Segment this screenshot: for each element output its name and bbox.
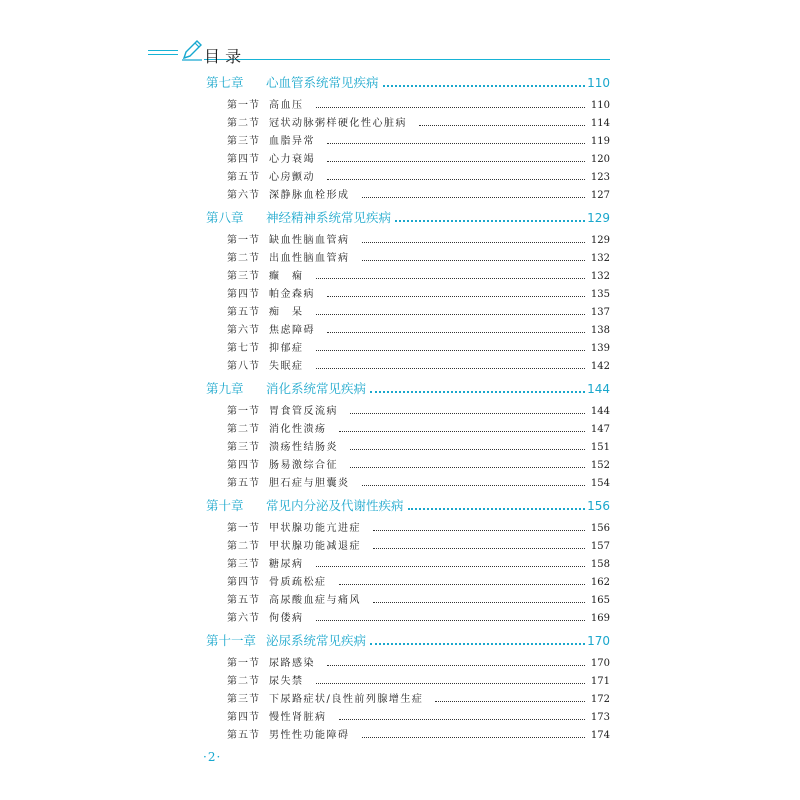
section-title: 高尿酸血症与痛风 <box>269 595 361 606</box>
section-entry[interactable] <box>206 168 610 186</box>
dot-leader <box>316 278 585 279</box>
section-entry[interactable] <box>206 321 610 339</box>
chapter-entry[interactable] <box>206 496 610 515</box>
section-title: 慢性肾脏病 <box>269 712 327 723</box>
section-title: 深静脉血栓形成 <box>269 190 350 201</box>
chapter-entry[interactable] <box>206 631 610 650</box>
section-entry[interactable] <box>206 186 610 204</box>
section-entry[interactable] <box>206 456 610 474</box>
section-entry[interactable] <box>206 537 610 555</box>
section-number: 第五节 <box>227 730 260 741</box>
section-entry[interactable] <box>206 438 610 456</box>
section-page: 132 <box>590 271 610 282</box>
section-entry[interactable] <box>206 249 610 267</box>
dot-leader <box>370 391 585 393</box>
pencil-icon <box>180 39 204 61</box>
dot-leader <box>419 125 585 126</box>
section-entry[interactable] <box>206 285 610 303</box>
chapter-number: 第十章 <box>206 498 244 513</box>
section-number: 第二节 <box>227 541 260 552</box>
dot-leader <box>362 260 585 261</box>
section-title: 失眠症 <box>269 361 304 372</box>
section-page: 170 <box>590 658 610 669</box>
chapter-title: 泌尿系统常见疾病 <box>266 633 367 648</box>
dot-leader <box>435 701 585 702</box>
dot-leader <box>350 449 585 450</box>
section-entry[interactable] <box>206 96 610 114</box>
section-number: 第四节 <box>227 460 260 471</box>
section-title: 下尿路症状/良性前列腺增生症 <box>269 694 424 705</box>
section-number: 第六节 <box>227 190 260 201</box>
section-title: 血脂异常 <box>269 136 315 147</box>
section-entry[interactable] <box>206 267 610 285</box>
section-title: 癫 痫 <box>269 271 304 282</box>
section-page: 137 <box>590 307 610 318</box>
dot-leader <box>339 431 585 432</box>
section-page: 173 <box>590 712 610 723</box>
chapter-page: 129 <box>587 211 610 225</box>
section-entry[interactable] <box>206 114 610 132</box>
dot-leader <box>362 197 585 198</box>
section-page: 135 <box>590 289 610 300</box>
section-title: 高血压 <box>269 100 304 111</box>
section-title: 胆石症与胆囊炎 <box>269 478 350 489</box>
section-page: 129 <box>590 235 610 246</box>
page-title: 目 录 <box>204 47 242 66</box>
section-number: 第三节 <box>227 136 260 147</box>
section-page: 172 <box>590 694 610 705</box>
section-page: 132 <box>590 253 610 264</box>
section-entry[interactable] <box>206 150 610 168</box>
section-title: 糖尿病 <box>269 559 304 570</box>
section-title: 尿路感染 <box>269 658 315 669</box>
section-entry[interactable] <box>206 708 610 726</box>
chapter-entry[interactable] <box>206 73 610 92</box>
section-number: 第一节 <box>227 235 260 246</box>
section-page: 169 <box>590 613 610 624</box>
chapter-number: 第十一章 <box>206 633 257 648</box>
section-title: 心房颤动 <box>269 172 315 183</box>
section-title: 心力衰竭 <box>269 154 315 165</box>
dot-leader <box>316 314 585 315</box>
dot-leader <box>316 368 585 369</box>
dot-leader <box>373 530 585 531</box>
section-number: 第六节 <box>227 325 260 336</box>
chapter-page: 156 <box>587 499 610 513</box>
section-title: 帕金森病 <box>269 289 315 300</box>
section-entry[interactable] <box>206 474 610 492</box>
section-title: 尿失禁 <box>269 676 304 687</box>
section-title: 胃食管反流病 <box>269 406 338 417</box>
section-title: 甲状腺功能减退症 <box>269 541 361 552</box>
section-entry[interactable] <box>206 726 610 744</box>
section-title: 焦虑障碍 <box>269 325 315 336</box>
dot-leader <box>362 737 585 738</box>
chapter-page: 110 <box>587 76 610 90</box>
section-title: 佝偻病 <box>269 613 304 624</box>
section-number: 第四节 <box>227 577 260 588</box>
section-number: 第三节 <box>227 271 260 282</box>
section-number: 第四节 <box>227 289 260 300</box>
dot-leader <box>395 220 585 222</box>
section-title: 肠易激综合征 <box>269 460 338 471</box>
section-title: 冠状动脉粥样硬化性心脏病 <box>269 118 407 129</box>
section-page: 152 <box>590 460 610 471</box>
dot-leader <box>362 485 585 486</box>
section-title: 甲状腺功能亢进症 <box>269 523 361 534</box>
dot-leader <box>373 548 585 549</box>
section-page: 138 <box>590 325 610 336</box>
section-title: 骨质疏松症 <box>269 577 327 588</box>
section-entry[interactable] <box>206 591 610 609</box>
dot-leader <box>350 467 585 468</box>
dot-leader <box>327 179 585 180</box>
section-number: 第四节 <box>227 712 260 723</box>
section-entry[interactable] <box>206 339 610 357</box>
section-number: 第一节 <box>227 658 260 669</box>
table-of-contents <box>206 73 610 744</box>
chapter-entry[interactable] <box>206 208 610 227</box>
section-title: 缺血性脑血管病 <box>269 235 350 246</box>
section-number: 第八节 <box>227 361 260 372</box>
dot-leader <box>339 584 585 585</box>
section-page: 151 <box>590 442 610 453</box>
section-entry[interactable] <box>206 690 610 708</box>
dot-leader <box>327 665 585 666</box>
section-entry[interactable] <box>206 573 610 591</box>
section-number: 第三节 <box>227 559 260 570</box>
section-page: 139 <box>590 343 610 354</box>
section-title: 抑郁症 <box>269 343 304 354</box>
section-page: 158 <box>590 559 610 570</box>
section-title: 痴 呆 <box>269 307 304 318</box>
section-page: 123 <box>590 172 610 183</box>
dot-leader <box>408 508 586 510</box>
chapter-number: 第七章 <box>206 75 244 90</box>
section-page: 120 <box>590 154 610 165</box>
section-number: 第三节 <box>227 694 260 705</box>
section-number: 第一节 <box>227 406 260 417</box>
section-page: 156 <box>590 523 610 534</box>
section-page: 110 <box>590 100 610 111</box>
section-number: 第五节 <box>227 172 260 183</box>
section-number: 第一节 <box>227 100 260 111</box>
section-entry[interactable] <box>206 420 610 438</box>
chapter-page: 170 <box>587 634 610 648</box>
section-page: 162 <box>590 577 610 588</box>
section-page: 154 <box>590 478 610 489</box>
header-line <box>204 59 610 60</box>
section-page: 119 <box>590 136 610 147</box>
section-number: 第五节 <box>227 307 260 318</box>
dot-leader <box>316 107 585 108</box>
section-page: 142 <box>590 361 610 372</box>
dot-leader <box>373 602 585 603</box>
chapter-title: 心血管系统常见疾病 <box>266 75 379 90</box>
section-entry[interactable] <box>206 609 610 627</box>
section-page: 165 <box>590 595 610 606</box>
section-title: 溃疡性结肠炎 <box>269 442 338 453</box>
section-page: 171 <box>590 676 610 687</box>
dot-leader <box>327 296 585 297</box>
section-page: 174 <box>590 730 610 741</box>
section-entry[interactable] <box>206 357 610 375</box>
section-number: 第五节 <box>227 478 260 489</box>
section-number: 第二节 <box>227 676 260 687</box>
section-number: 第二节 <box>227 424 260 435</box>
section-number: 第六节 <box>227 613 260 624</box>
dot-leader <box>362 242 585 243</box>
section-page: 114 <box>590 118 610 129</box>
chapter-page: 144 <box>587 382 610 396</box>
page-number: ·2· <box>203 750 222 764</box>
section-number: 第二节 <box>227 118 260 129</box>
header-rule <box>148 54 178 55</box>
section-entry[interactable] <box>206 555 610 573</box>
section-title: 出血性脑血管病 <box>269 253 350 264</box>
section-title: 男性性功能障碍 <box>269 730 350 741</box>
dot-leader <box>327 332 585 333</box>
chapter-number: 第八章 <box>206 210 244 225</box>
section-entry[interactable] <box>206 654 610 672</box>
section-entry[interactable] <box>206 132 610 150</box>
chapter-title: 常见内分泌及代谢性疾病 <box>266 498 404 513</box>
section-page: 157 <box>590 541 610 552</box>
dot-leader <box>327 161 585 162</box>
section-page: 144 <box>590 406 610 417</box>
chapter-entry[interactable] <box>206 379 610 398</box>
section-number: 第一节 <box>227 523 260 534</box>
section-entry[interactable] <box>206 303 610 321</box>
chapter-title: 神经精神系统常见疾病 <box>266 210 392 225</box>
section-page: 127 <box>590 190 610 201</box>
section-number: 第二节 <box>227 253 260 264</box>
dot-leader <box>383 85 586 87</box>
dot-leader <box>327 143 585 144</box>
chapter-number: 第九章 <box>206 381 244 396</box>
dot-leader <box>316 566 585 567</box>
section-number: 第五节 <box>227 595 260 606</box>
section-title: 消化性溃疡 <box>269 424 327 435</box>
chapter-title: 消化系统常见疾病 <box>266 381 367 396</box>
section-number: 第三节 <box>227 442 260 453</box>
dot-leader <box>350 413 585 414</box>
header-rule <box>148 50 178 51</box>
dot-leader <box>316 620 585 621</box>
section-number: 第四节 <box>227 154 260 165</box>
section-number: 第七节 <box>227 343 260 354</box>
dot-leader <box>339 719 585 720</box>
dot-leader <box>370 643 585 645</box>
section-entry[interactable] <box>206 231 610 249</box>
section-entry[interactable] <box>206 672 610 690</box>
dot-leader <box>316 350 585 351</box>
section-entry[interactable] <box>206 519 610 537</box>
section-entry[interactable] <box>206 402 610 420</box>
dot-leader <box>316 683 585 684</box>
section-page: 147 <box>590 424 610 435</box>
